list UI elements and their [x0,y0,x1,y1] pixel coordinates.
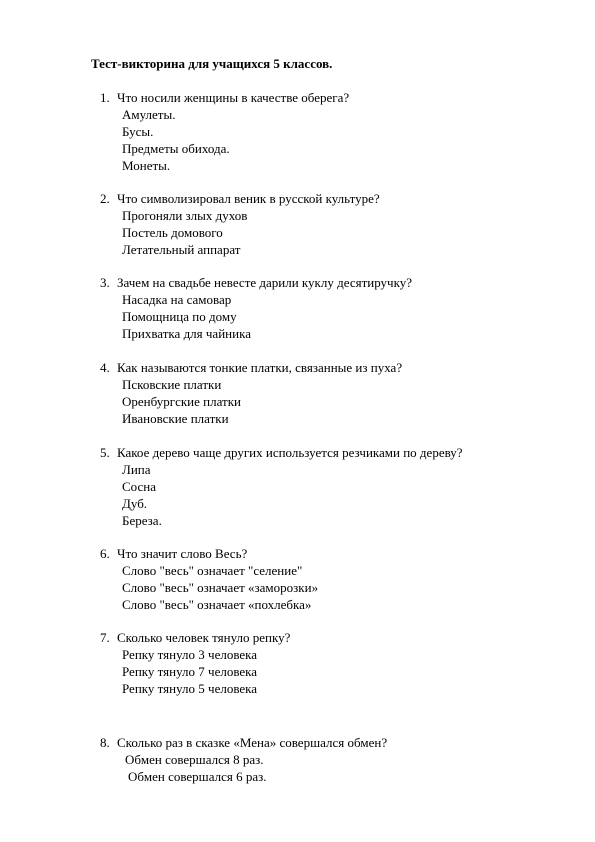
question-heading [100,630,290,646]
answer-option: Дуб. [122,496,148,511]
answer-option: Оренбургские платки [122,394,241,409]
answer-option: Липа [122,462,151,477]
question-text: Сколько раз в сказке «Мена» совершался обмен? [117,735,388,750]
answer-option: Помощница по дому [122,309,237,324]
question-number: 1. [100,90,110,105]
question-number: 8. [100,735,110,750]
answer-option: Бусы. [122,124,154,139]
answer-option: Монеты. [122,158,171,173]
answer-option: Репку тянуло 7 человека [122,664,258,679]
question-heading [100,546,247,562]
question-heading [100,90,349,106]
answer-option: Репку тянуло 5 человека [122,681,258,696]
answer-option: Обмен совершался 6 раз. [128,769,267,784]
document-title: Тест-викторина для учащихся 5 классов. [91,56,333,71]
answer-option: Псковские платки [122,377,222,392]
answer-option: Обмен совершался 8 раз. [125,752,264,767]
question-number: 2. [100,191,110,206]
question-heading [100,735,387,751]
answer-option: Ивановские платки [122,411,229,426]
answer-option: Прогоняли злых духов [122,208,248,223]
answer-option: Прихватка для чайника [122,326,251,341]
question-heading [100,445,463,461]
question-number: 5. [100,445,110,460]
answer-option: Сосна [122,479,156,494]
answer-option: Летательный аппарат [122,242,241,257]
answer-option: Репку тянуло 3 человека [122,647,258,662]
question-number: 4. [100,360,110,375]
answer-option: Береза. [122,513,162,528]
question-number: 7. [100,630,110,645]
question-text: Зачем на свадьбе невесте дарили куклу десятиручку? [117,275,412,290]
question-heading [100,275,412,291]
question-text: Что носили женщины в качестве оберега? [117,90,350,105]
question-text: Сколько человек тянуло репку? [117,630,291,645]
question-text: Что значит слово Весь? [117,546,248,561]
question-text: Как называются тонкие платки, связанные из пуха? [117,360,403,375]
question-text: Что символизировал веник в русской культуре? [117,191,380,206]
answer-option: Слово "весь" означает «похлебка» [122,597,312,612]
question-number: 6. [100,546,110,561]
answer-option: Насадка на самовар [122,292,232,307]
question-text: Какое дерево чаще других используется резчиками по дереву? [117,445,463,460]
question-heading [100,360,402,376]
question-heading [100,191,380,207]
question-number: 3. [100,275,110,290]
answer-option: Предметы обихода. [122,141,230,156]
answer-option: Слово "весь" означает "селение" [122,563,303,578]
answer-option: Постель домового [122,225,223,240]
answer-option: Слово "весь" означает «заморозки» [122,580,319,595]
answer-option: Амулеты. [122,107,176,122]
